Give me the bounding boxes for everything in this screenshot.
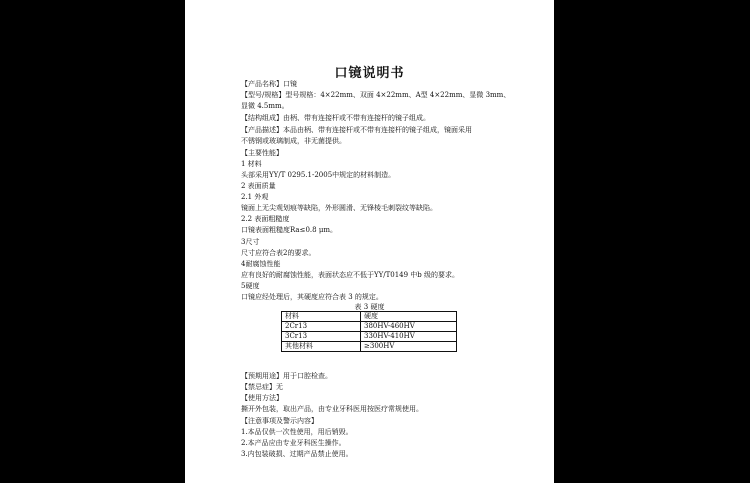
text-line: 【结构组成】由柄、带有连接杆或不带有连接杆的镜子组成。 — [241, 114, 430, 122]
text-line: 2 表面质量 — [241, 182, 276, 190]
text-line: 4耐腐蚀性能 — [241, 260, 281, 268]
text-line: 撕开外包装，取出产品，由专业牙科医用按医疗常规使用。 — [241, 405, 423, 413]
table-header-cell: 材料 — [282, 312, 361, 322]
text-line: 3尺寸 — [241, 238, 260, 246]
text-line: 口镜表面粗糙度Ra≤0.8 μm。 — [241, 226, 338, 234]
table-cell: 其他材料 — [282, 342, 361, 352]
text-line: 镜面上无尖观划痕等缺陷，外形圆滑、无锋棱毛刺裂纹等缺陷。 — [241, 204, 437, 212]
text-line: 显微 4.5mm。 — [241, 102, 289, 110]
table-cell: 2Cr13 — [282, 322, 361, 332]
table-row — [282, 322, 457, 332]
text-line: 2.1 外观 — [241, 193, 269, 201]
text-line: 【使用方法】 — [241, 394, 283, 402]
document-page — [185, 0, 554, 483]
text-line: 2.2 表面粗糙度 — [241, 215, 290, 223]
text-line: 应有良好的耐腐蚀性能，表面状态应不低于YY/T0149 中b 级的要求。 — [241, 271, 460, 279]
text-line: 【禁忌症】无 — [241, 383, 283, 391]
text-line: 【预期用途】用于口腔检查。 — [241, 372, 332, 380]
text-line: 【注意事项及警示内容】 — [241, 417, 318, 425]
table-cell: 3Cr13 — [282, 332, 361, 342]
text-line: 口镜应经处理后，其硬度应符合表 3 的规定。 — [241, 293, 383, 301]
text-line: 头部采用YY/T 0295.1-2005中规定的材料制造。 — [241, 171, 396, 179]
text-line: 不锈钢或玻璃制成，非无菌提供。 — [241, 137, 346, 145]
table-row — [282, 332, 457, 342]
text-line: 1.本品仅供一次性使用，用后销毁。 — [241, 428, 353, 436]
text-line: 【型号/规格】型号规格：4×22mm、双面 4×22mm、A型 4×22mm、显微 3mm、 — [241, 91, 511, 99]
text-line: 尺寸应符合表2的要求。 — [241, 249, 316, 257]
page-title: 口镜说明书 — [334, 66, 405, 81]
text-line: 【产品描述】本品由柄、带有连接杆或不带有连接杆的镜子组成，镜面采用 — [241, 126, 472, 134]
text-line: 【产品名称】口镜 — [241, 80, 297, 88]
table-row — [282, 342, 457, 352]
text-line: 1 材料 — [241, 160, 262, 168]
text-line: 3.内包装破损、过期产品禁止使用。 — [241, 450, 353, 458]
text-line: 【主要性能】 — [241, 149, 283, 157]
text-line: 5硬度 — [241, 282, 260, 290]
table-caption: 表 3 硬度 — [354, 303, 385, 311]
table-header-cell: 硬度 — [361, 312, 457, 322]
table-cell: 380HV-460HV — [361, 322, 457, 332]
table-cell: ≥300HV — [361, 342, 457, 352]
table-header-row — [282, 312, 457, 322]
text-line: 2.本产品应由专业牙科医生操作。 — [241, 439, 346, 447]
hardness-table — [281, 311, 457, 352]
table-cell: 330HV-410HV — [361, 332, 457, 342]
